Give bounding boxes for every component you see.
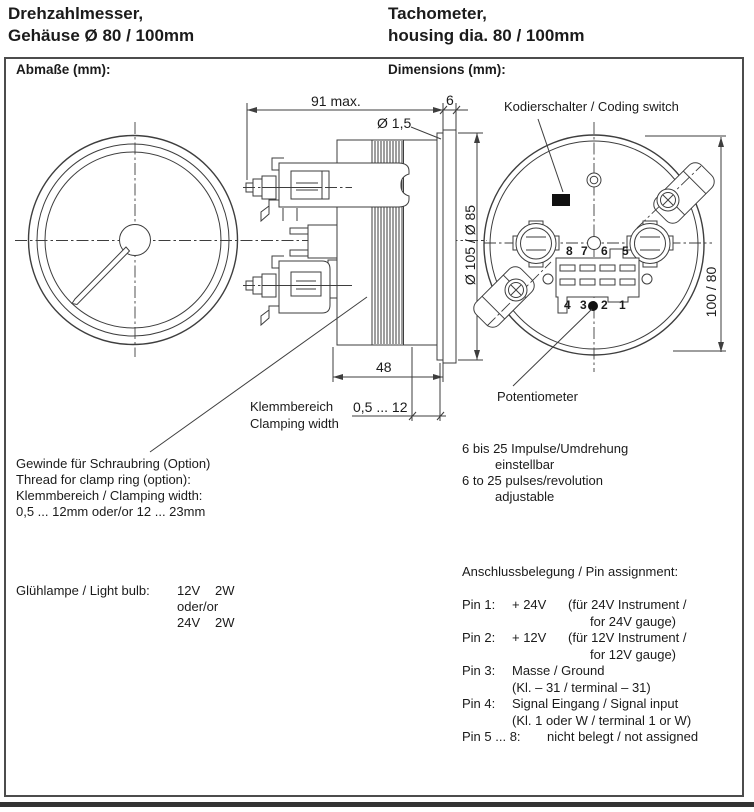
pin5-8-label: Pin 5 ... 8: [462,729,521,744]
bulb-row-1 [177,583,235,599]
pin1-note2: for 24V gauge) [590,614,677,629]
bulb-row-3 [177,615,235,631]
pin-number-6: 6 [601,244,608,258]
pin-number-1: 1 [619,298,626,312]
bulb-row-2 [177,599,218,615]
bulb-volt-1: 12V [177,583,201,598]
dim-6 [440,103,468,131]
clamp-bracket-upper [637,159,718,228]
pin2-note: (für 12V Instrument / [568,630,687,645]
dim-label-clamping: 0,5 ... 12 [353,399,408,415]
pin5-8-value: nicht belegt / not assigned [547,729,699,744]
clamp-bracket-lower [470,262,551,331]
dim-label-d15: Ø 1,5 [377,115,412,131]
thread-note-line4: 0,5 ... 12mm oder/or 12 ... 23mm [16,504,206,519]
bulb-or: oder/or [177,599,219,614]
thread-note [16,456,210,520]
pin4-label: Pin 4: [462,696,496,711]
clamp-label-en: Clamping width [250,416,339,431]
bulb-volt-2: 24V [177,615,201,630]
pulses-line1: 6 bis 25 Impulse/Umdrehung [462,441,629,456]
dim-label-d105-85: Ø 105 / Ø 85 [462,204,478,286]
pin-number-3: 3 [580,298,587,312]
clamp-label-de: Klemmbereich [250,399,334,414]
pulses-note [462,441,628,505]
title-english-line1: Tachometer, [388,4,487,23]
dim-label-6: 6 [446,92,454,108]
pin-number-7: 7 [581,244,588,258]
title-english-line2: housing dia. 80 / 100mm [388,26,585,45]
coding-switch-label: Kodierschalter / Coding switch [504,99,679,114]
pulses-line2: einstellbar [495,457,555,472]
thread-note-line1: Gewinde für Schraubring (Option) [16,456,211,471]
pin3-note: (Kl. – 31 / terminal – 31) [512,680,651,695]
bulb-watt-2: 2W [215,615,235,630]
pin-number-5: 5 [622,244,629,258]
dimensions-label-en: Dimensions (mm): [388,62,506,77]
dim-label-91max: 91 max. [311,93,361,109]
rear-connector [543,249,652,313]
pin2-label: Pin 2: [462,630,496,645]
potentiometer-label: Potentiometer [497,389,578,404]
dim-label-48: 48 [376,359,392,375]
pin4-note: (Kl. 1 oder W / terminal 1 or W) [512,713,692,728]
pin3-value: Masse / Ground [512,663,605,678]
bulb-watt-1: 2W [215,583,235,598]
pin-number-4: 4 [564,298,571,312]
potentiometer-dot [588,301,598,311]
rear-view [470,119,726,386]
pin3-label: Pin 3: [462,663,496,678]
leader-potentiometer [513,309,592,386]
rear-bulb-socket-left [513,221,559,267]
coding-switch-mark [552,194,570,206]
pin1-value: + 24V [512,597,547,612]
pin-number-2: 2 [601,298,608,312]
pin-assignment-title: Anschlussbelegung / Pin assignment: [462,564,679,579]
pulses-line4: adjustable [495,489,555,504]
pin1-note: (für 24V Instrument / [568,597,687,612]
pin4-value: Signal Eingang / Signal input [512,696,679,711]
dim-label-100-80: 100 / 80 [703,266,719,318]
footer-rule [0,802,754,807]
pulses-line3: 6 to 25 pulses/revolution [462,473,603,488]
gauge-needle [72,247,130,305]
bottom-bulb-holder [243,256,352,325]
title-german-line2: Gehäuse Ø 80 / 100mm [8,26,195,45]
title-german-line1: Drehzahlmesser, [8,4,144,23]
thread-note-line3: Klemmbereich / Clamping width: [16,488,203,503]
thread-note-line2: Thread for clamp ring (option): [16,472,191,487]
bulb-values [177,583,235,631]
dimensions-label-de: Abmaße (mm): [16,62,111,77]
pin1-label: Pin 1: [462,597,496,612]
pin2-note2: for 12V gauge) [590,647,677,662]
pin-number-8: 8 [566,244,573,258]
bulb-label: Glühlampe / Light bulb: [16,583,150,598]
pin2-value: + 12V [512,630,547,645]
